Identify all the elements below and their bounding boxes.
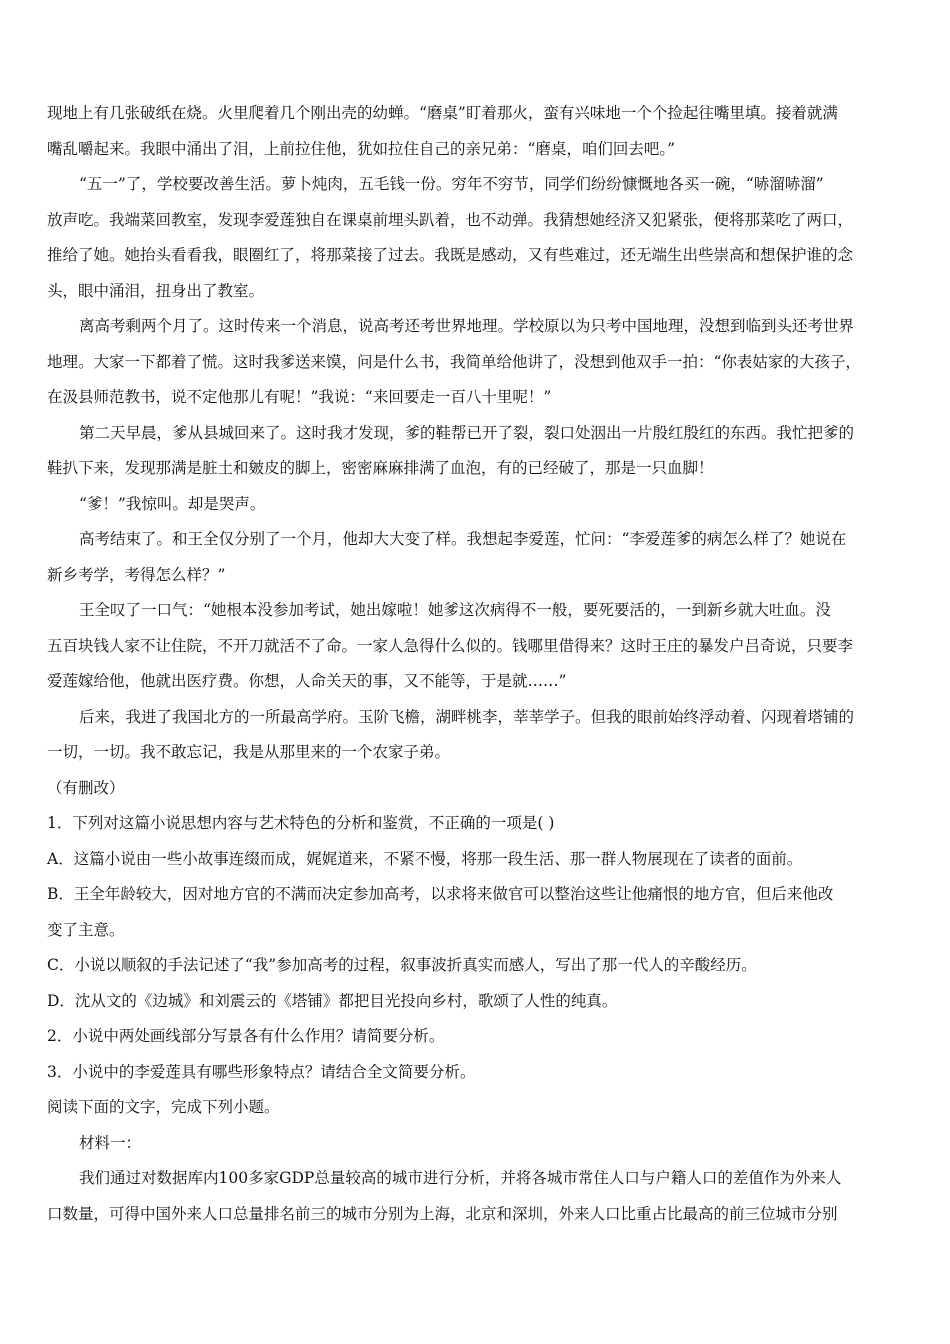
passage-line: 新乡考学，考得怎么样？” (47, 565, 226, 584)
passage-line: 头，眼中涌泪，扭身出了教室。 (47, 281, 265, 300)
passage-line: 嘴乱嚼起来。我眼中涌出了泪，上前拉住他，犹如拉住自己的亲兄弟：“磨桌，咱们回去吧。” (47, 139, 676, 158)
source-note: （有删改） (47, 778, 125, 797)
material-line: 我们通过对数据库内100多家GDP总量较高的城市进行分析，并将各城市常住人口与户籍人口的差值作为外来人 (79, 1169, 842, 1187)
passage-line: 地理。大家一下都着了慌。这时我爹送来馍，问是什么书，我简单给他讲了，没想到他双手一拍：“你表姑家的大孩子， (47, 352, 861, 371)
passage-line: “爹！”我惊叫。却是哭声。 (79, 494, 266, 513)
question-2: 2．小说中两处画线部分写景各有什么作用？请简要分析。 (47, 1027, 445, 1045)
question-3: 3．小说中的李爱莲具有哪些形象特点？请结合全文简要分析。 (47, 1062, 476, 1081)
option-c: C．小说以顺叙的手法记述了“我”参加高考的过程，叙事波折真实而感人，写出了那一代人的辛酸经历。 (47, 956, 757, 974)
option-b-line-1: B．王全年龄较大，因对地方官的不满而决定参加高考，以求将来做官可以整治这些让他痛恨的地方官，但后来他改 (47, 885, 834, 903)
document-page (47, 96, 913, 1232)
passage (47, 96, 913, 771)
passage-line: 一切，一切。我不敢忘记，我是从那里来的一个农家子弟。 (47, 743, 451, 761)
material-text (47, 1161, 913, 1232)
passage-line: “五一”了，学校要改善生活。萝卜炖肉，五毛钱一份。穷年不穷节，同学们纷纷慷慨地各买一碗，“哧溜哧溜” (79, 175, 824, 193)
material-line: 口数量，可得中国外来人口总量排名前三的城市分别为上海，北京和深圳，外来人口比重占比最高的前三位城市分别 (47, 1204, 838, 1223)
passage-line: 高考结束了。和王全仅分别了一个月，他却大大变了样。我想起李爱莲，忙问：“李爱莲爹的病怎么样了？她说在 (79, 530, 847, 548)
option-b-line-2: 变了主意。 (47, 920, 125, 939)
passage-line: 放声吃。我端菜回教室，发现李爱莲独自在课桌前埋头趴着，也不动弹。我猜想她经济又犯紧张，便将那菜吃了两口， (47, 210, 854, 229)
passage-line: 现地上有几张破纸在烧。火里爬着几个刚出壳的幼蝉。“磨桌”盯着那火，蛮有兴味地一个个捡起往嘴里填。接着就满 (47, 104, 838, 122)
passage-line: 在汲县师范教书，说不定他那儿有呢！”我说：“来回要走一百八十里呢！” (47, 388, 552, 406)
option-a: A．这篇小说由一些小故事连缀而成，娓娓道来，不紧不慢，将那一段生活、那一群人物展现在了读者的面前。 (47, 849, 803, 868)
section-instruction: 阅读下面的文字，完成下列小题。 (47, 1098, 280, 1116)
material-label: 材料一： (79, 1133, 142, 1152)
passage-line: 王全叹了一口气：“她根本没参加考试，她出嫁啦！她爹这次病得不一般，要死要活的，一到新乡就大吐血。没 (79, 601, 831, 619)
passage-line: 五百块钱人家不让住院，不开刀就活不了命。一家人急得什么似的。钱哪里借得来？这时王庄的暴发户吕奇说，只要李 (47, 636, 854, 655)
passage-line: 爱莲嫁给他，他就出医疗费。你想，人命关天的事，又不能等，于是就……” (47, 672, 567, 690)
passage-line: 第二天早晨，爹从县城回来了。这时我才发现，爹的鞋帮已开了裂，裂口处洇出一片殷红殷红的东西。我忙把爹的 (79, 423, 855, 442)
option-d: D．沈从文的《边城》和刘震云的《塔铺》都把目光投向乡村，歌颂了人性的纯真。 (47, 991, 618, 1010)
passage-line: 鞋扒下来，发现那满是脏土和皴皮的脚上，密密麻麻排满了血泡，有的已经破了，那是一只血脚！ (47, 459, 714, 477)
passage-line: 推给了她。她抬头看看我，眼圈红了，将那菜接了过去。我既是感动，又有些难过，还无端生出些崇高和想保护谁的念 (47, 246, 854, 264)
question-1: 1．下列对这篇小说思想内容与艺术特色的分析和鉴赏，不正确的一项是( ) (47, 814, 555, 832)
passage-line: 离高考剩两个月了。这时传来一个消息，说高考还考世界地理。学校原以为只考中国地理，没想到临到头还考世界 (79, 317, 855, 335)
passage-line: 后来，我进了我国北方的一所最高学府。玉阶飞檐，湖畔桃李，莘莘学子。但我的眼前始终浮动着、闪现着塔铺的 (79, 707, 855, 726)
